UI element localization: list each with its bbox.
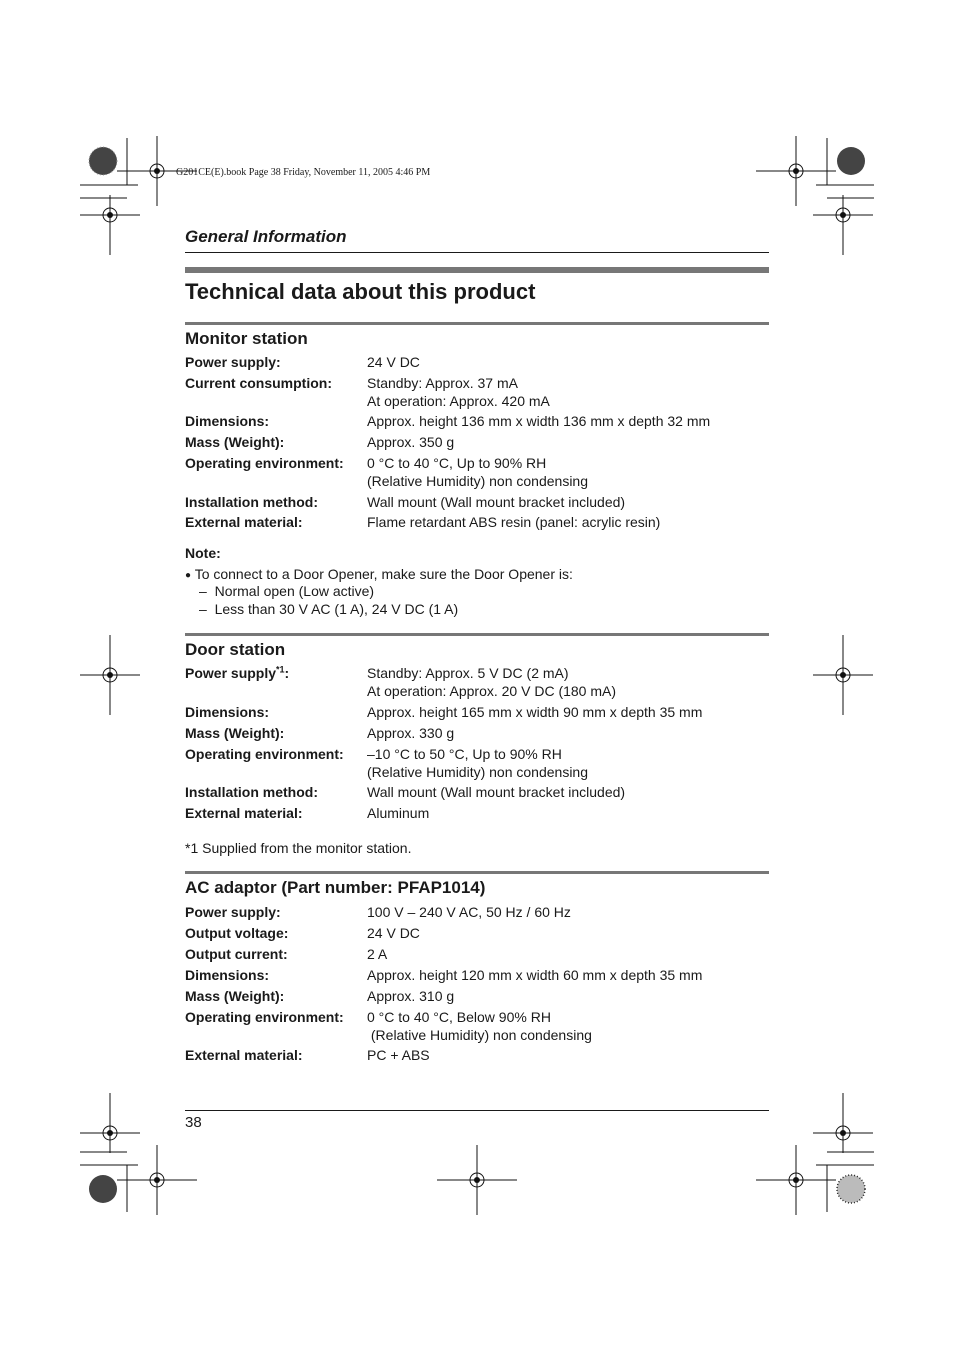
file-header: G201CE(E).book Page 38 Friday, November 11, 2005 4:46 PM (176, 167, 431, 178)
spec-label: Power supply: (185, 354, 281, 370)
bullet-icon: ● (185, 570, 192, 581)
section-title-door: Door station (185, 640, 286, 659)
spec-value: –10 °C to 50 °C, Up to 90% RH (367, 746, 562, 762)
spec-value: Aluminum (367, 805, 430, 821)
spec-value: 24 V DC (367, 925, 420, 941)
spec-label: Operating environment: (185, 746, 344, 762)
spec-value: 100 V – 240 V AC, 50 Hz / 60 Hz (367, 904, 571, 920)
footer-rule (185, 1110, 769, 1111)
page-title: Technical data about this product (185, 279, 536, 304)
dash-icon: – (199, 601, 207, 617)
spec-value: Standby: Approx. 37 mA (367, 375, 518, 391)
spec-label: Installation method: (185, 494, 318, 510)
spec-value: Approx. height 165 mm x width 90 mm x depth 35 mm (367, 704, 703, 720)
spec-value: At operation: Approx. 420 mA (367, 393, 550, 409)
dash-icon: – (199, 583, 207, 599)
section-title-monitor: Monitor station (185, 329, 308, 348)
spec-label: Dimensions: (185, 413, 270, 429)
running-head-rule (185, 252, 769, 253)
spec-value: Approx. 310 g (367, 988, 455, 1004)
note-sub-item (199, 582, 374, 600)
spec-label: Current consumption: (185, 375, 332, 391)
spec-label: Power supply: (185, 904, 281, 920)
spec-label: Output current: (185, 946, 288, 962)
spec-value: (Relative Humidity) non condensing (367, 764, 588, 780)
spec-label: Dimensions: (185, 967, 270, 983)
spec-value: 2 A (367, 946, 388, 962)
spec-label: Installation method: (185, 784, 318, 800)
note-sub-item (199, 600, 458, 618)
note-title: Note: (185, 545, 221, 561)
section-title-adaptor: AC adaptor (Part number: PFAP1014) (185, 878, 486, 897)
spec-label: External material: (185, 805, 303, 821)
spec-label: Mass (Weight): (185, 988, 285, 1004)
spec-label: Operating environment: (185, 455, 344, 471)
spec-value: Approx. 330 g (367, 725, 455, 741)
spec-label: Power supply$^{*1}$: (185, 664, 290, 681)
spec-value: At operation: Approx. 20 V DC (180 mA) (367, 683, 617, 699)
spec-value: Standby: Approx. 5 V DC (2 mA) (367, 665, 569, 681)
section-rule (185, 322, 769, 325)
note-text: To connect to a Door Opener, make sure the Door Opener is: (194, 566, 573, 582)
spec-label: Output voltage: (185, 925, 289, 941)
spec-label: Mass (Weight): (185, 434, 285, 450)
spec-value: Flame retardant ABS resin (panel: acrylic resin) (367, 514, 661, 530)
note-sub-text: Normal open (Low active) (214, 583, 375, 599)
spec-value: Wall mount (Wall mount bracket included) (367, 494, 626, 510)
spec-value: (Relative Humidity) non condensing (367, 473, 588, 489)
running-head: General Information (185, 227, 347, 246)
spec-value: (Relative Humidity) non condensing (367, 1027, 592, 1043)
spec-label: External material: (185, 1047, 303, 1063)
spec-value: 0 °C to 40 °C, Up to 90% RH (367, 455, 547, 471)
page-number: 38 (185, 1114, 202, 1131)
spec-value: 0 °C to 40 °C, Below 90% RH (367, 1009, 551, 1025)
spec-value: 24 V DC (367, 354, 420, 370)
spec-label: Dimensions: (185, 704, 270, 720)
spec-label: Mass (Weight): (185, 725, 285, 741)
spec-value: PC + ABS (367, 1047, 430, 1063)
section-rule (185, 871, 769, 874)
spec-label: Operating environment: (185, 1009, 344, 1025)
spec-value: Approx. height 120 mm x width 60 mm x depth 35 mm (367, 967, 703, 983)
spec-value: Wall mount (Wall mount bracket included) (367, 784, 626, 800)
title-bar (185, 267, 769, 273)
note-sub-text: Less than 30 V AC (1 A), 24 V DC (1 A) (214, 601, 459, 617)
footnote: *1 Supplied from the monitor station. (185, 840, 412, 856)
footnote-ref: *1 (276, 664, 285, 675)
section-rule (185, 633, 769, 636)
spec-value: Approx. height 136 mm x width 136 mm x depth 32 mm (367, 413, 711, 429)
spec-value: Approx. 350 g (367, 434, 455, 450)
spec-label: External material: (185, 514, 303, 530)
